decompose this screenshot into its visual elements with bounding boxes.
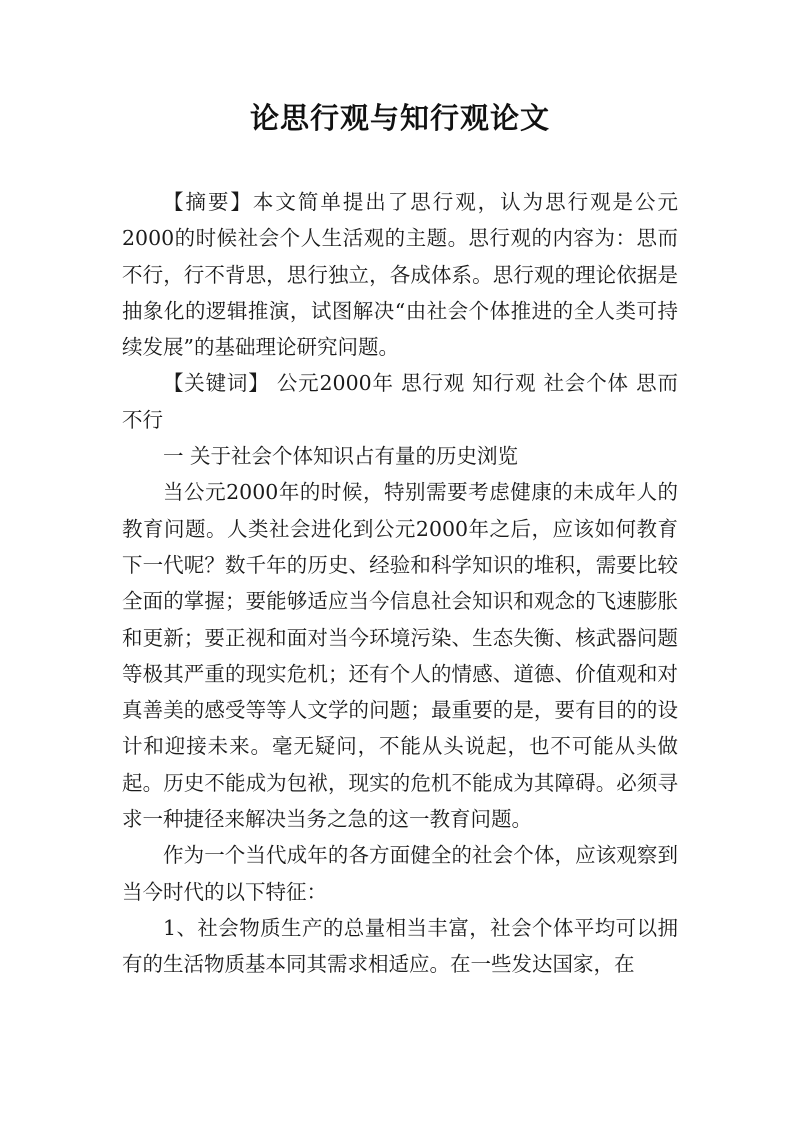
abstract-paragraph: 【摘要】本文简单提出了思行观，认为思行观是公元2000的时候社会个人生活观的主题。思行观的内容为：思而不行，行不背思，思行独立，各成体系。思行观的理论依据是抽象化的逻辑推演，试图解决“由社会个体推进的全人类可持续发展”的基础理论研究问题。	[122, 190, 678, 360]
body-paragraph: 作为一个当代成年的各方面健全的社会个体，应该观察到当今时代的以下特征：	[122, 843, 678, 904]
keywords-paragraph: 【关键词】 公元2000年 思行观 知行观 社会个体 思而不行	[122, 371, 678, 432]
body-paragraph: 1、社会物质生产的总量相当丰富，社会个体平均可以拥有的生活物质基本同其需求相适应。在一些发达国家，在	[122, 915, 678, 977]
document-body	[122, 184, 678, 983]
section-heading: 一 关于社会个体知识占有量的历史浏览	[163, 444, 519, 469]
document-title: 论思行观与知行观论文	[249, 101, 550, 135]
body-paragraph: 当公元2000年的时候，特别需要考虑健康的未成年人的教育问题。人类社会进化到公元2000年之后，应该如何教育下一代呢？数千年的历史、经验和科学知识的堆积，需要比较全面的掌握；要能够适应当今信息社会知识和观念的飞速膨胀和更新；要正视和面对当今环境污染、生态失衡、核武器问题等极其严重的现实危机；还有个人的情感、道德、价值观和对真善美的感受等等人文学的问题；最重要的是，要有目的的设计和迎接未来。毫无疑问，不能从头说起，也不可能从头做起。历史不能成为包袱，现实的危机不能成为其障碍。必须寻求一种捷径来解决当务之急的这一教育问题。	[122, 480, 678, 832]
